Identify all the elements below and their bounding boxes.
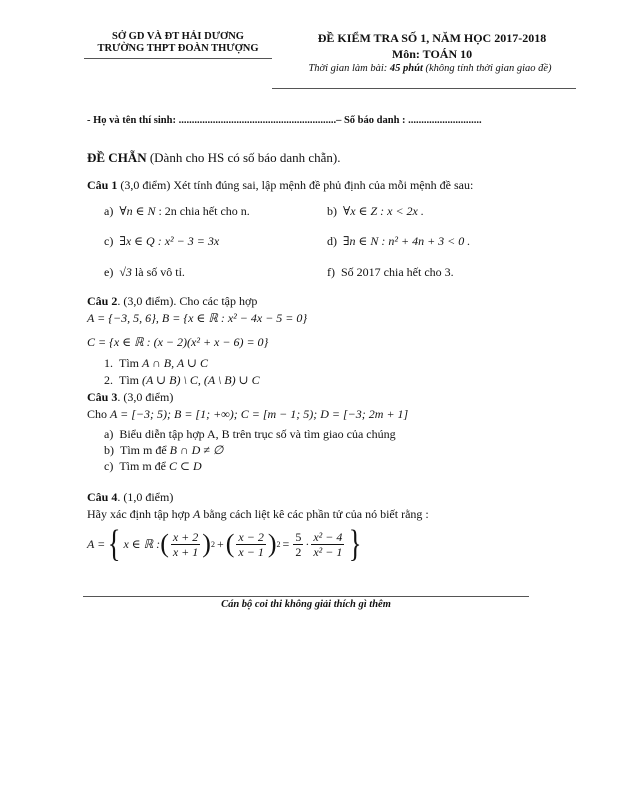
question-3-heading: Câu 3. (3,0 điểm): [87, 390, 174, 404]
header-underline-left: [84, 58, 272, 59]
q3-item-b: b) Tìm m để B ∩ D ≠ ∅: [104, 443, 224, 457]
question-2-heading: Câu 2. (3,0 điểm). Cho các tập hợp: [87, 294, 258, 308]
header-underline-right: [272, 88, 576, 89]
q1-item-f: f) Số 2017 chia hết cho 3.: [327, 265, 454, 279]
footer-rule: [83, 596, 529, 597]
q3-given-sets: Cho A = [−3; 5); B = [1; +∞); C = [m − 1; 5); D = [−3; 2m + 1]: [87, 407, 409, 421]
q1-item-c: c) ∃x ∈ Q : x² − 3 = 3x: [104, 234, 220, 248]
q1-item-b: b) ∀x ∈ Z : x < 2x .: [327, 204, 424, 218]
variant-heading: ĐỀ CHẴN (Dành cho HS có số báo danh chẵn).: [87, 150, 341, 165]
q1-item-e: e) √3 là số vô tỉ.: [104, 265, 185, 279]
q1-item-a: a) ∀n ∈ N : 2n chia hết cho n.: [104, 204, 250, 218]
q2-sets-a-b: A = {−3, 5, 6}, B = {x ∈ ℝ : x² − 4x − 5 = 0}: [87, 311, 308, 325]
fraction-2: $\frac{x - 2}{x - 1}$: [238, 529, 264, 559]
footer-note: Cán bộ coi thi không giải thích gì thêm: [221, 599, 391, 610]
student-info-line: - Họ và tên thí sinh: ............................................................– Số báo danh : ............................: [87, 115, 482, 126]
q2-item-1: 1. Tìm A ∩ B, A ∪ C: [104, 356, 209, 370]
fraction-1: $\frac{x + 2}{x + 1}$: [172, 529, 199, 559]
department-name: SỞ GD VÀ ĐT HẢI DƯƠNG: [112, 31, 244, 42]
fraction-3: $\frac{5}{2}$: [295, 529, 302, 559]
exam-title: ĐỀ KIỂM TRA SỐ 1, NĂM HỌC 2017-2018: [317, 31, 547, 45]
q2-item-2: 2. Tìm (A ∪ B) \ C, (A \ B) ∪ C: [104, 373, 260, 387]
q4-set-formula: A = { x ∈ ℝ : ( $\frac{x + 2}{x + 1}$ ) 2 + ( $\frac{x - 2}{x - 1}$ ) 2 = $\frac{5}{2}$ · $\frac{\text{x² − 4}}{\text{x² − 1}}$ }: [87, 523, 362, 565]
subject-title: Môn: TOÁN 10: [391, 47, 473, 61]
question-1-heading: Câu 1 (3,0 điểm) Xét tính đúng sai, lập mệnh đề phủ định của mỗi mệnh đề sau:: [87, 178, 474, 192]
fraction-4: $\frac{\text{x² − 4}}{\text{x² − 1}}$: [313, 529, 343, 559]
question-4-heading: Câu 4. (1,0 điểm): [87, 490, 174, 504]
exam-duration: Thời gian làm bài: 45 phút (không tính thời gian giao đề): [308, 63, 552, 74]
q1-item-d: d) ∃n ∈ N : n² + 4n + 3 < 0 .: [327, 234, 471, 248]
q3-item-c: c) Tìm m để C ⊂ D: [104, 459, 202, 473]
q2-set-c: C = {x ∈ ℝ : (x − 2)(x² + x − 6) = 0}: [87, 335, 269, 349]
q3-item-a: a) Biểu diễn tập hợp A, B trên trục số và tìm giao của chúng: [104, 427, 396, 441]
school-name: TRƯỜNG THPT ĐOÀN THƯỢNG: [97, 43, 259, 54]
q4-prompt: Hãy xác định tập hợp A bằng cách liệt kê các phần tử của nó biết rằng :: [87, 507, 429, 521]
